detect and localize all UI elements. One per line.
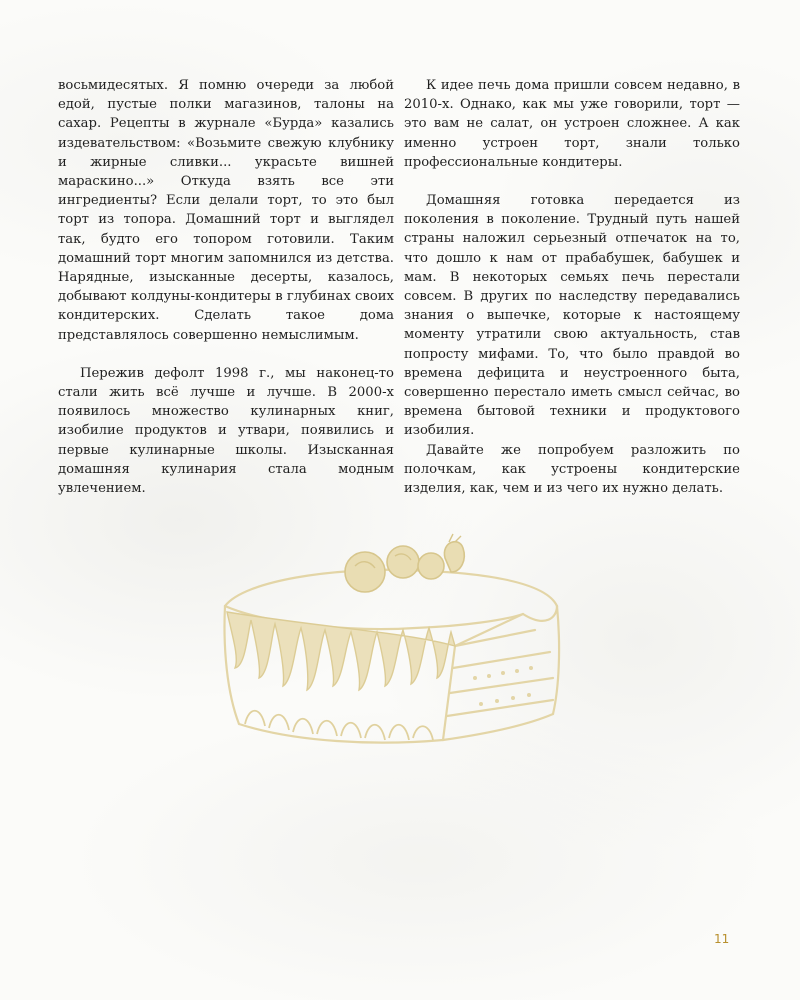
- paragraph: Пережив дефолт 1998 г., мы наконец-то стали жить всё лучше и лучше. В 2000-х появилось множество кулинарных книг, изобилие продуктов и утвари, появились и первые кулинарные школы. Изысканная домашняя кулинария стала модным увлечением.: [58, 365, 394, 497]
- paragraph: восьмидесятых. Я помню очереди за любой едой, пустые полки магазинов, талоны на сахар. Рецепты в журнале «Бурда» казались издевательством: «Возьмите свежую клубнику и жирные сливки... украсьте вишней мараскино...» Откуда взять все эти ингредиенты? Если делали торт, то это был торт из топора. Домашний торт и выглядел так, будто его топором готовили. Таким домашний торт многим запомнился из детства. Нарядные, изысканные десерты, казалось, добывают колдуны-кондитеры в глубинах своих кондитерских. Сделать такое дома представлялось совершенно немыслимым.: [58, 78, 394, 343]
- left-text-column: [58, 76, 394, 498]
- paragraph: К идее печь дома пришли совсем недавно, в 2010-х. Однако, как мы уже говорили, торт — это вам не салат, он устроен сложнее. А как именно устроен торт, знали только профессиональные кондитеры.: [404, 78, 740, 170]
- paragraph: Давайте же попробуем разложить по полочкам, как устроены кондитерские изделия, как, чем и из чего их нужно делать.: [404, 442, 740, 497]
- right-text-column: [404, 76, 740, 498]
- paragraph: Домашняя готовка передается из поколения в поколение. Трудный путь нашей страны наложил серьезный отпечаток на то, что дошло к нам от прабабушек, бабушек и мам. В некоторых семьях печь перестали совсем. В других по наследству передавались знания о выпечке, которые к настоящему моменту утратили свою актуальность, став попросту мифами. То, что было правдой во времена дефицита и неустроенного быта, совершенно перестало иметь смысл сейчас, во времена бытовой техники и продуктового изобилия.: [404, 193, 740, 439]
- cake-illustration-icon: [205, 528, 580, 758]
- page-number: 11: [714, 932, 730, 946]
